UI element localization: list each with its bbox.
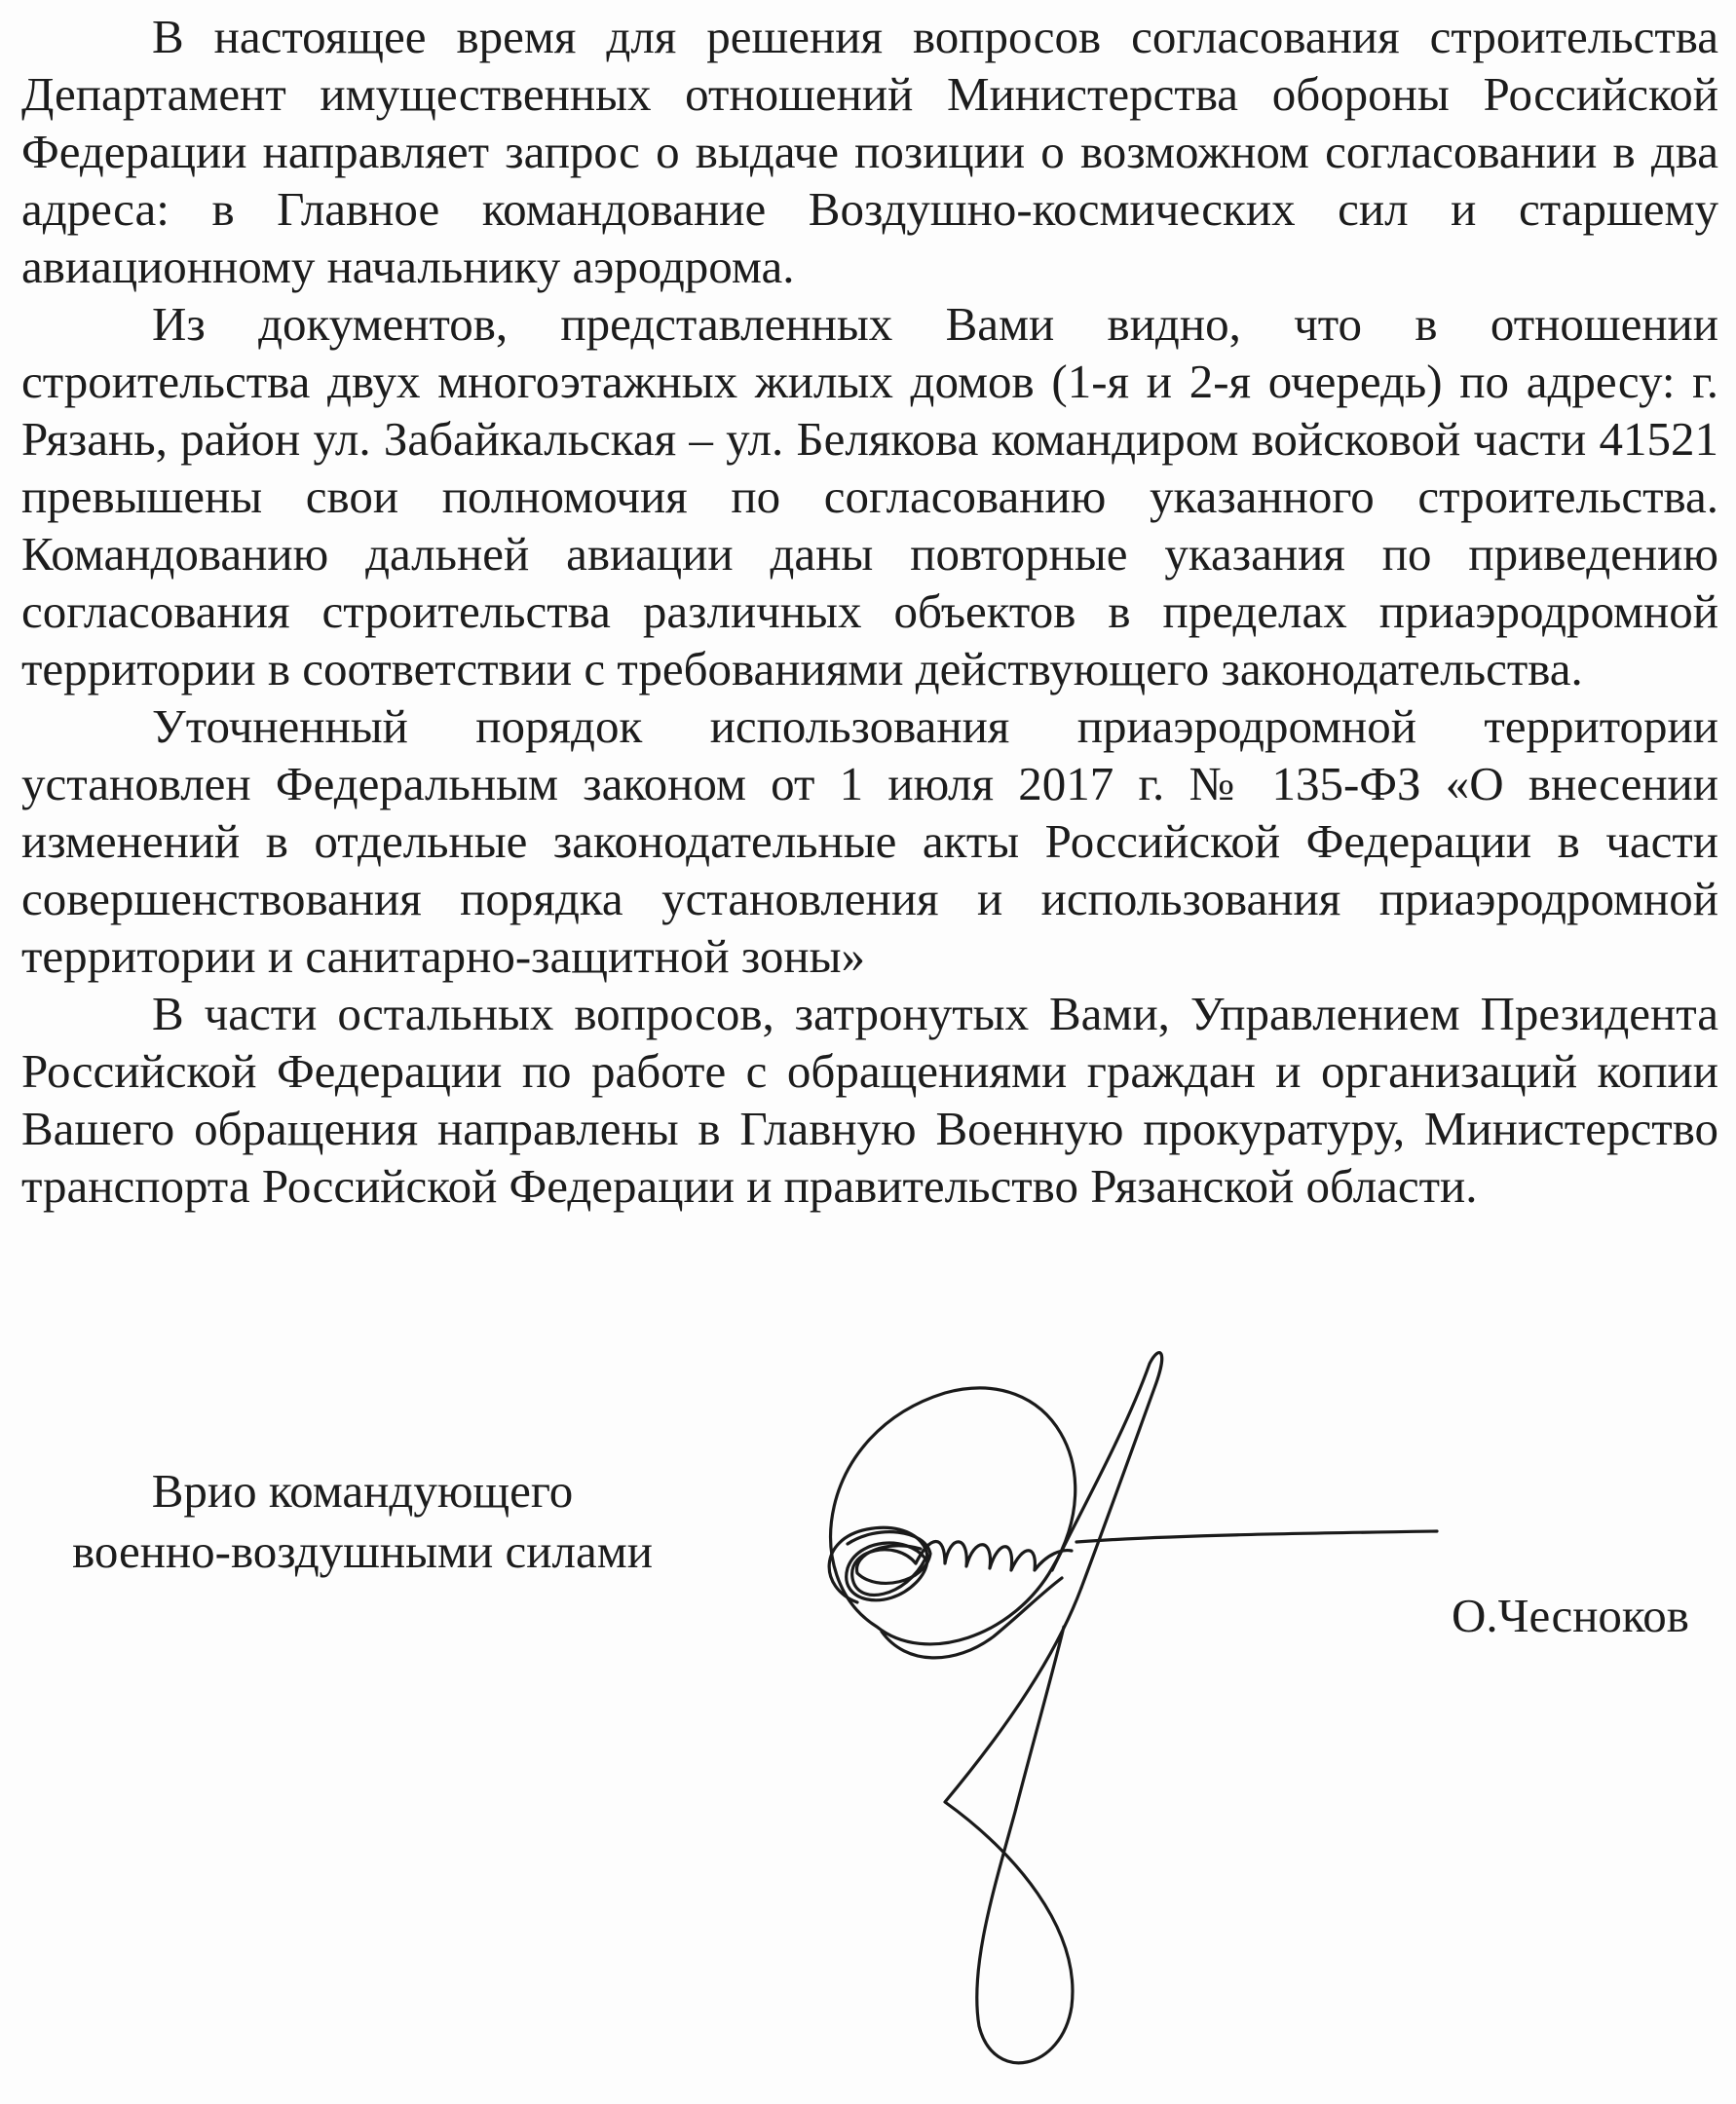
signer-name: О.Чесноков [1452,1589,1689,1642]
paragraph-coordination-procedure: В настоящее время для решения вопросов согласования строительства Департамент имущественных отношений Министерства обороны Российской Федерации направляет запрос о выдаче позиции о возможном согласовании в два адреса: в Главное командование Воздушно-космических сил и старшему авиационному начальнику аэродрома. [21,10,1718,293]
signature-dash-stroke [1076,1531,1437,1542]
signature-loop-stroke [831,1388,1076,1644]
signer-position-line-1: Врио командующего [151,1464,574,1518]
paragraph-federal-law: Уточненный порядок использования приаэродромной территории установлен Федеральным законом от 1 июля 2017 г. № 135-ФЗ «О внесении изменений в отдельные законодательные акты Российской Федерации в части совершенствования порядка установления и использования приаэродромной территории и санитарно-защитной зоны» [21,699,1718,983]
handwritten-signature-icon [760,1344,1442,2094]
paragraph-exceeded-authority: Из документов, представленных Вами видно, что в отношении строительства двух многоэтажных жилых домов (1-я и 2-я очередь) по адресу: г. Рязань, район ул. Забайкальская – ул. Белякова командиром войсковой части 41521 превышены свои полномочия по согласованию указанного строительства. Командованию дальней авиации даны повторные указания по приведению согласования строительства различных объектов в пределах приаэродромной территории в соответствии с требованиями действующего законодательства. [21,297,1718,695]
paragraph-other-questions: В части остальных вопросов, затронутых Вами, Управлением Президента Российской Федерации по работе с обращениями граждан и организаций копии Вашего обращения направлены в Главную Военную прокуратуру, Министерство транспорта Российской Федерации и правительство Рязанской области. [21,987,1718,1213]
signer-position [21,1461,703,1582]
signature-letters-stroke [916,1542,1072,1571]
signature-upstroke [1052,1353,1162,1588]
signer-position-line-2: военно-воздушными силами [72,1524,653,1578]
signature-descender-stroke [945,1588,1081,2063]
